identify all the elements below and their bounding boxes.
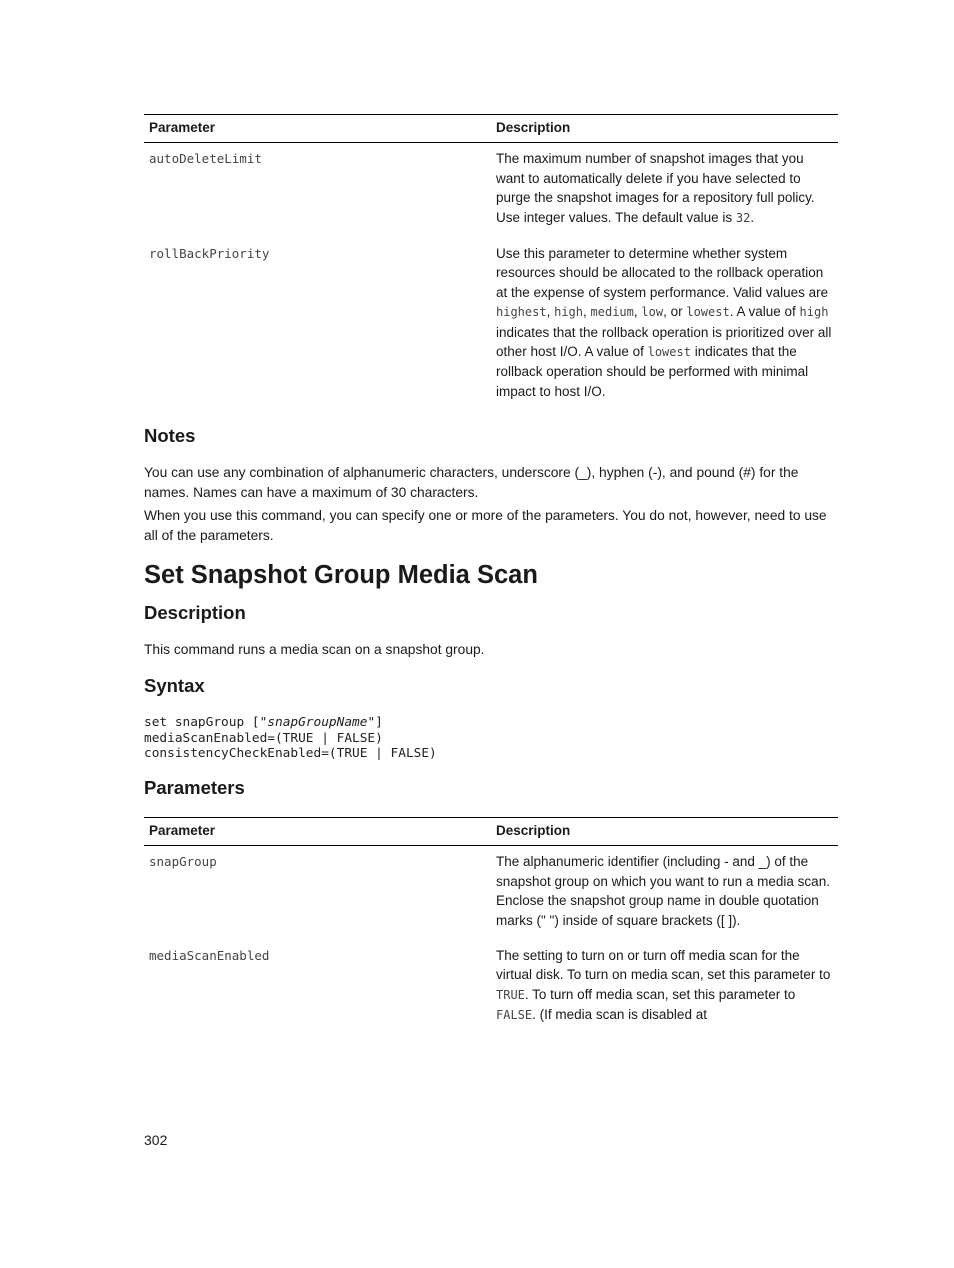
column-header-description: Description [491, 115, 838, 143]
parameter-name: snapGroup [149, 854, 217, 870]
notes-heading: Notes [144, 425, 196, 447]
parameter-name: mediaScanEnabled [149, 947, 270, 963]
description-heading: Description [144, 601, 246, 623]
column-header-parameter: Parameter [144, 817, 491, 845]
parameters-heading: Parameters [144, 776, 245, 798]
table-row [144, 143, 838, 238]
table-row [144, 238, 838, 411]
parameters-table-1 [144, 114, 838, 411]
syntax-code-block: set snapGroup ["snapGroupName"] mediaScanEnabled=(TRUE | FALSE) consistencyCheckEnabled=(TRUE | FALSE) [144, 715, 437, 761]
column-header-description: Description [491, 817, 838, 845]
page-number: 302 [144, 1132, 168, 1148]
parameters-table-2 [144, 817, 838, 1036]
table-row [144, 846, 838, 940]
table-header-row [144, 115, 838, 143]
column-header-parameter: Parameter [144, 115, 491, 143]
parameter-name: rollBackPriority [149, 246, 270, 262]
parameter-description: Use this parameter to determine whether system resources should be allocated to the rollback operation at the expense of system performance. Valid values are highest, high, medium, low, or lowest. A value of high indicates that the rollback operation is prioritized over all other host I/O. A value of lowest indicates that the rollback operation should be performed with minimal impact to host I/O. [496, 246, 832, 399]
notes-paragraph-1: You can use any combination of alphanumeric characters, underscore (_), hyphen (-), and pound (#) for the names. Names can have a maximum of 30 characters. [144, 465, 799, 500]
description-text: This command runs a media scan on a snapshot group. [144, 641, 485, 657]
table-header-row [144, 817, 838, 845]
parameter-name: autoDeleteLimit [149, 151, 262, 167]
parameter-description: The setting to turn on or turn off media scan for the virtual disk. To turn on media scan, set this parameter to TRUE. To turn off media scan, set this parameter to FALSE. (If media scan is disabled at [496, 947, 831, 1023]
parameter-description: The maximum number of snapshot images that you want to automatically delete if you have selected to purge the snapshot images for a repository full policy. Use integer values. The default value is 32. [496, 151, 815, 225]
parameter-description: The alphanumeric identifier (including - and _) of the snapshot group on which you want to run a media scan. Enclose the snapshot group name in double quotation marks (" ") inside of square brackets ([ ]). [496, 854, 830, 928]
section-title: Set Snapshot Group Media Scan [144, 560, 538, 589]
table-row [144, 940, 838, 1036]
syntax-heading: Syntax [144, 675, 205, 697]
page-content [144, 114, 838, 1036]
notes-paragraph-2: When you use this command, you can specify one or more of the parameters. You do not, however, need to use all of the parameters. [144, 508, 827, 543]
